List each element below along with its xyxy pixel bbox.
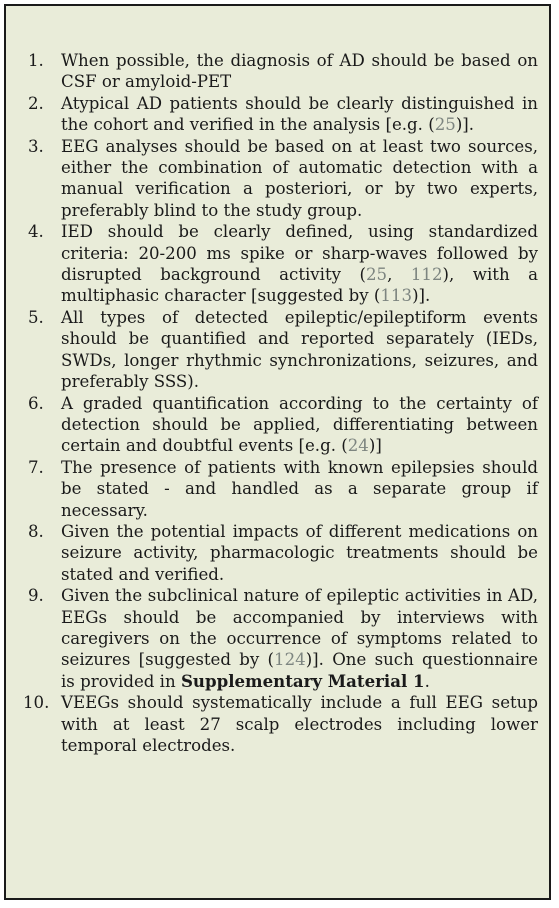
recommendation-item-5 [28,307,538,393]
item-text: Given the potential impacts of different medications on seizure activity, pharmacologic treatments should be stated and verified. [61,521,538,584]
item-text: VEEGs should systematically include a full EEG setup with at least 27 scalp electrodes including lower temporal electrodes. [61,693,538,755]
item-text: )]. [455,115,475,135]
item-number: 4. [28,222,44,242]
item-number: 10. [23,693,50,713]
item-text: Atypical AD patients should be clearly distinguished in the cohort and verified in the analysis [e.g. ( [61,93,538,135]
citation-link[interactable]: 25 [365,265,388,285]
item-number: 8. [28,521,44,541]
citation-link[interactable]: 25 [434,115,456,135]
item-number: 9. [28,586,44,606]
recommendations-list [23,50,538,756]
item-text: ), with a multiphasic character [suggested by ( [61,265,538,306]
recommendations-panel [4,4,551,900]
supplementary-material-link[interactable]: Supplementary Material 1 [180,670,425,691]
item-number: 1. [28,51,44,70]
item-text: When possible, the diagnosis of AD should be based on CSF or amyloid-PET [61,51,538,92]
item-text: )]. [412,286,431,306]
item-number: 5. [28,307,44,327]
recommendation-item-10 [23,692,538,756]
item-text: . [424,671,430,691]
recommendation-item-9 [28,585,538,692]
citation-link[interactable]: 113 [380,286,413,306]
item-text: IED should be clearly defined, using standardized criteria: 20-200 ms spike or sharp-waves followed by disrupted background activity ( [61,222,538,285]
item-text: EEG analyses should be based on at least two sources, either the combination of automatic detection with a manual verification a posteriori, or by two experts, preferably blind to the study group. [61,136,538,220]
recommendation-item-4 [28,221,538,307]
recommendation-item-8 [28,521,538,585]
item-number: 6. [28,393,44,413]
citation-link[interactable]: 112 [410,265,443,285]
item-text: The presence of patients with known epilepsies should be stated - and handled as a separate group if necessary. [61,457,538,520]
recommendation-item-1 [28,50,538,93]
recommendation-item-6 [28,393,538,457]
recommendation-item-2 [28,93,538,136]
item-text: All types of detected epileptic/epileptiform events should be quantified and reported separately (IEDs, SWDs, longer rhythmic synchronizations, seizures, and preferably SSS). [61,307,538,392]
item-number: 2. [28,93,44,113]
item-text: , [387,265,411,285]
recommendation-item-7 [28,457,538,521]
item-text: A graded quantification according to the certainty of detection should be applied, differentiating between certain and doubtful events [e.g. ( [61,393,538,456]
recommendation-item-3 [28,136,538,222]
item-text: Given the subclinical nature of epileptic activities in AD, EEGs should be accompanied by interviews with caregivers on the occurrence of symptoms related to seizures [suggested by ( [61,586,538,670]
item-number: 3. [28,136,44,156]
item-text: )] [368,436,382,456]
citation-link[interactable]: 124 [274,650,306,670]
citation-link[interactable]: 24 [347,436,369,456]
item-text: )]. One such questionnaire is provided in [61,650,538,691]
item-number: 7. [28,457,44,477]
